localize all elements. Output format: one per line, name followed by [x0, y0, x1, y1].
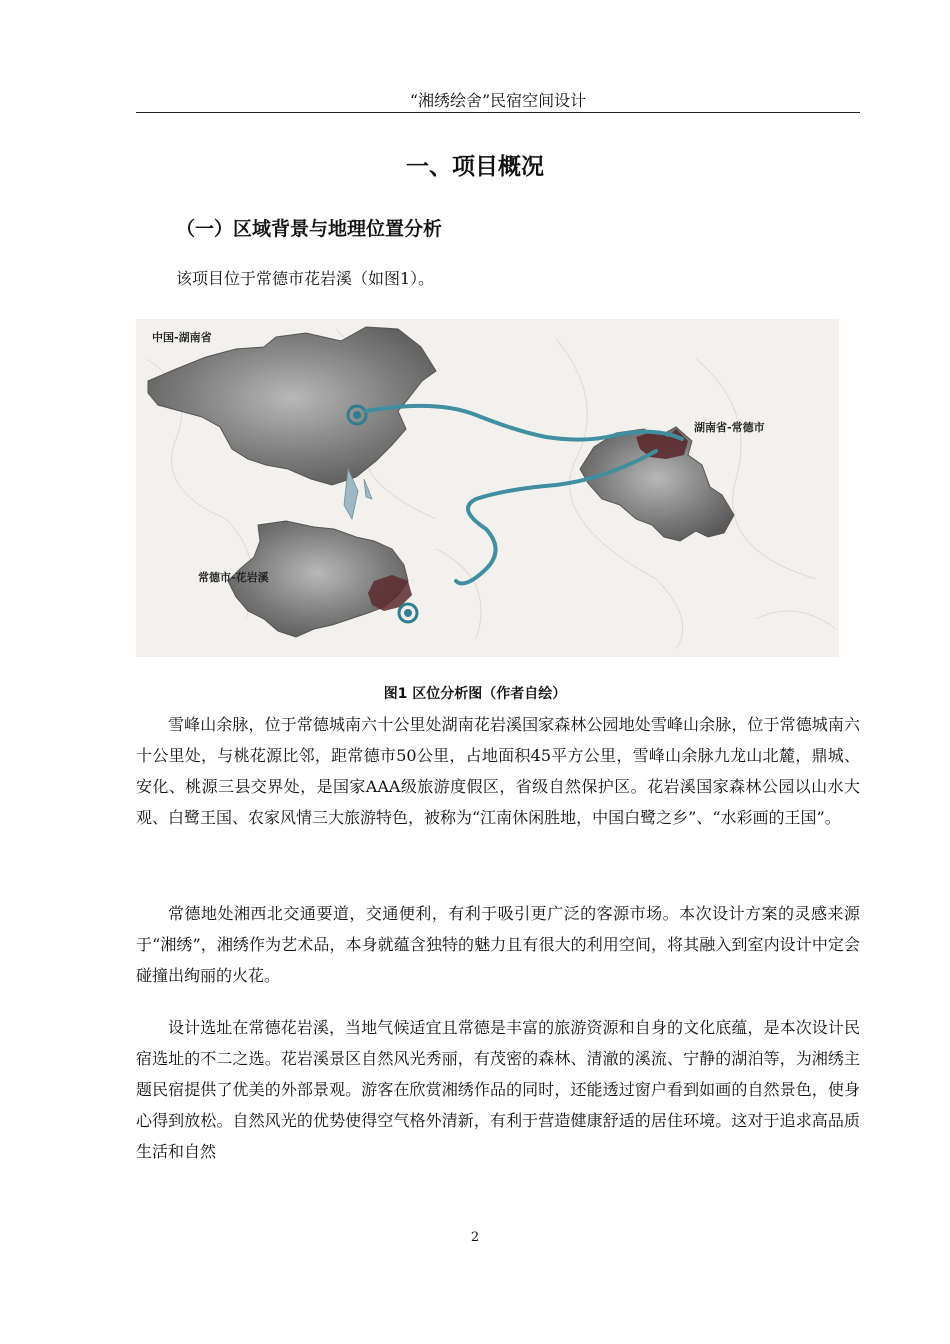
map-label-china: 中国-湖南省	[152, 331, 212, 344]
location-map	[136, 319, 839, 657]
paragraph-3: 设计选址在常德花岩溪，当地气候适宜且常德是丰富的旅游资源和自身的文化底蕴，是本次设计民宿选址的不二之选。花岩溪景区自然风光秀丽，有茂密的森林、清澈的溪流、宁静的湖泊等，为湘绣主题民宿提供了优美的外部景观。游客在欣赏湘绣作品的同时，还能透过窗户看到如画的自然景色，使身心得到放松。自然风光的优势使得空气格外清新，有利于营造健康舒适的居住环境。这对于追求高品质生活和自然	[136, 1018, 860, 1161]
subsection-title: （一）区域背景与地理位置分析	[176, 218, 443, 240]
section-title: 一、项目概况	[406, 154, 544, 180]
figure-caption: 图1 区位分析图（作者自绘）	[383, 686, 567, 702]
hunan-marker-dot	[353, 411, 361, 419]
intro-text: 该项目位于常德市花岩溪（如图1）。	[176, 269, 435, 288]
location-map-figure	[136, 319, 839, 657]
paragraph-2: 常德地处湘西北交通要道，交通便利，有利于吸引更广泛的客源市场。本次设计方案的灵感来源于“湘绣”，湘绣作为艺术品，本身就蕴含独特的魅力且有很大的利用空间，将其融入到室内设计中定会碰撞出绚丽的火花。	[136, 904, 860, 985]
huayanxi-marker-dot	[404, 609, 412, 617]
map-label-changde: 常德市-花岩溪	[198, 571, 269, 584]
page-header: “湘绣绘舍”民宿空间设计	[136, 90, 860, 113]
map-label-hunan: 湖南省-常德市	[694, 421, 765, 434]
paragraph-1: 雪峰山余脉，位于常德城南六十公里处湖南花岩溪国家森林公园地处雪峰山余脉，位于常德城南六十公里处，与桃花源比邻，距常德市50公里，占地面积45平方公里，雪峰山余脉九龙山北麓，鼎城、安化、桃源三县交界处，是国家AAA级旅游度假区，省级自然保护区。花岩溪国家森林公园以山水大观、白鹭王国、农家风情三大旅游特色，被称为“江南休闲胜地，中国白鹭之乡”、“水彩画的王国”。	[136, 715, 860, 827]
page-number: 2	[470, 1230, 480, 1245]
